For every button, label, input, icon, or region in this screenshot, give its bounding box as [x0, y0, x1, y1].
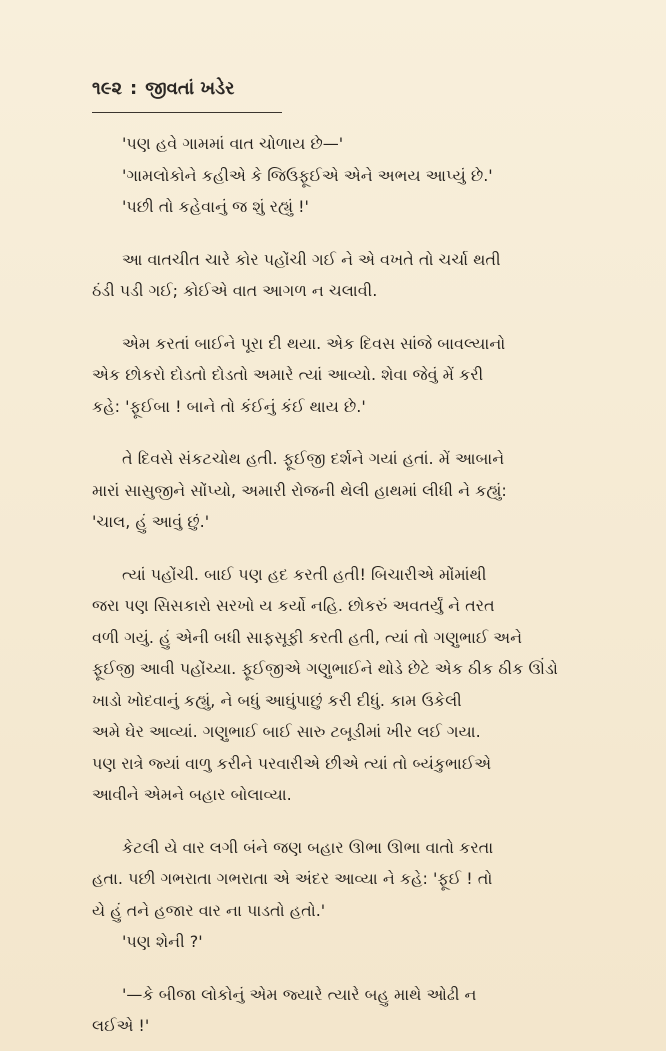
paragraph-gap	[92, 811, 572, 832]
dialogue-line: 'પણ હવે ગામમાં વાત ચોળાય છે—'	[122, 134, 344, 153]
header-underline	[92, 112, 282, 113]
running-title: જીવતાં ખડેર	[145, 78, 235, 99]
paragraph-line: ઠંડી પડી ગઈ; કોઈએ વાત આગળ ન ચલાવી.	[92, 281, 378, 300]
page-number: ૧૯૨	[92, 78, 123, 99]
paragraph-line: યે હું તને હજાર વાર ના પાડતો હતો.'	[92, 900, 326, 920]
dialogue-line: '—કે બીજા લોકોનું એમ જ્યારે ત્યારે બહુ માથે ઓઢી ન	[122, 984, 477, 1004]
paragraph-line: જરા પણ સિસકારો સરખો ય કર્યો નહિ. છોકરું અવતર્યું ને તરત	[92, 596, 495, 615]
paragraph-line: પણ રાત્રે જ્યાં વાળુ કરીને પરવારીએ છીએ ત્યાં તો બ્યંકુભાઈએ	[92, 753, 492, 773]
dialogue-line: લઈએ !'	[92, 1016, 150, 1035]
dialogue-line: 'પણ શેની ?'	[122, 932, 203, 951]
dialogue-line: 'ગામલોકોને કહીએ કે જિઉફૂઈએ એને અભય આપ્યું છે.'	[122, 165, 493, 185]
paragraph-line: કેટલી યે વાર લગી બંને જણ બહાર ઊભા ઊભા વાતો કરતા	[122, 837, 494, 857]
header-separator: :	[130, 78, 138, 99]
paragraph-gap	[92, 538, 572, 559]
page-header	[92, 78, 234, 99]
paragraph-line: આ વાતચીત ચારે કોર પહોંચી ગઈ ને એ વખતે તો ચર્ચા થતી	[122, 249, 501, 269]
paragraph-line: તે દિવસે સંકટચોથ હતી. ફૂઈજી દર્શને ગયાં હતાં. મેં આબાને	[122, 449, 505, 468]
paragraph-gap	[92, 422, 572, 443]
paragraph-line: 'ચાલ, હું આવું છું.'	[92, 512, 210, 531]
paragraph-gap	[92, 223, 572, 244]
paragraph-line: એક છોકરો દોડતો દોડતો અમારે ત્યાં આવ્યો. શેવા જેવું મેં કરી	[92, 365, 484, 384]
paragraph-line: ફૂઈજી આવી પહોંચ્યા. ફૂઈજીએ ગણુભાઈને થોડે છેટે એક ઠીક ઠીક ઊંડો	[92, 659, 558, 678]
paragraph-line: વળી ગયું. હું એની બધી સાફસૂફી કરતી હતી, ત્યાં તો ગણુભાઈ અને	[92, 627, 523, 647]
paragraph-line: હતા. પછી ગભરાતા ગભરાતા એ અંદર આવ્યા ને કહે: 'ફૂઈ ! તો	[92, 869, 493, 888]
paragraph-line: આવીને એમને બહાર બોલાવ્યા.	[92, 785, 292, 804]
paragraph-gap	[92, 307, 572, 328]
paragraph-line: એમ કરતાં બાઈને પૂરા દી થયા. એક દિવસ સાંજે બાવલ્યાનો	[122, 333, 506, 353]
dialogue-line: 'પછી તો કહેવાનું જ શું રહ્યું !'	[122, 197, 309, 216]
paragraph-line: મારાં સાસુજીને સોંપ્યો, અમારી રોજની થેલી હાથમાં લીધી ને કહ્યું:	[92, 480, 507, 500]
page-body	[92, 128, 572, 1042]
paragraph-gap	[92, 958, 572, 979]
paragraph-line: ખાડો ખોદવાનું કહ્યું, ને બધું આઘુંપાછું કરી દીધું. કામ ઉકેલી	[92, 690, 462, 710]
paragraph-line: કહે: 'ફૂઈબા ! બાને તો કંઈનું કંઈ થાય છે.'	[92, 396, 366, 416]
paragraph-line: ત્યાં પહોંચી. બાઈ પણ હદ કરતી હતી! બિચારીએ મોંમાંથી	[122, 564, 487, 584]
paragraph-line: અમે ઘેર આવ્યાં. ગણુભાઈ બાઈ સારુ ટબૂડીમાં ખીર લઈ ગયા.	[92, 722, 481, 741]
